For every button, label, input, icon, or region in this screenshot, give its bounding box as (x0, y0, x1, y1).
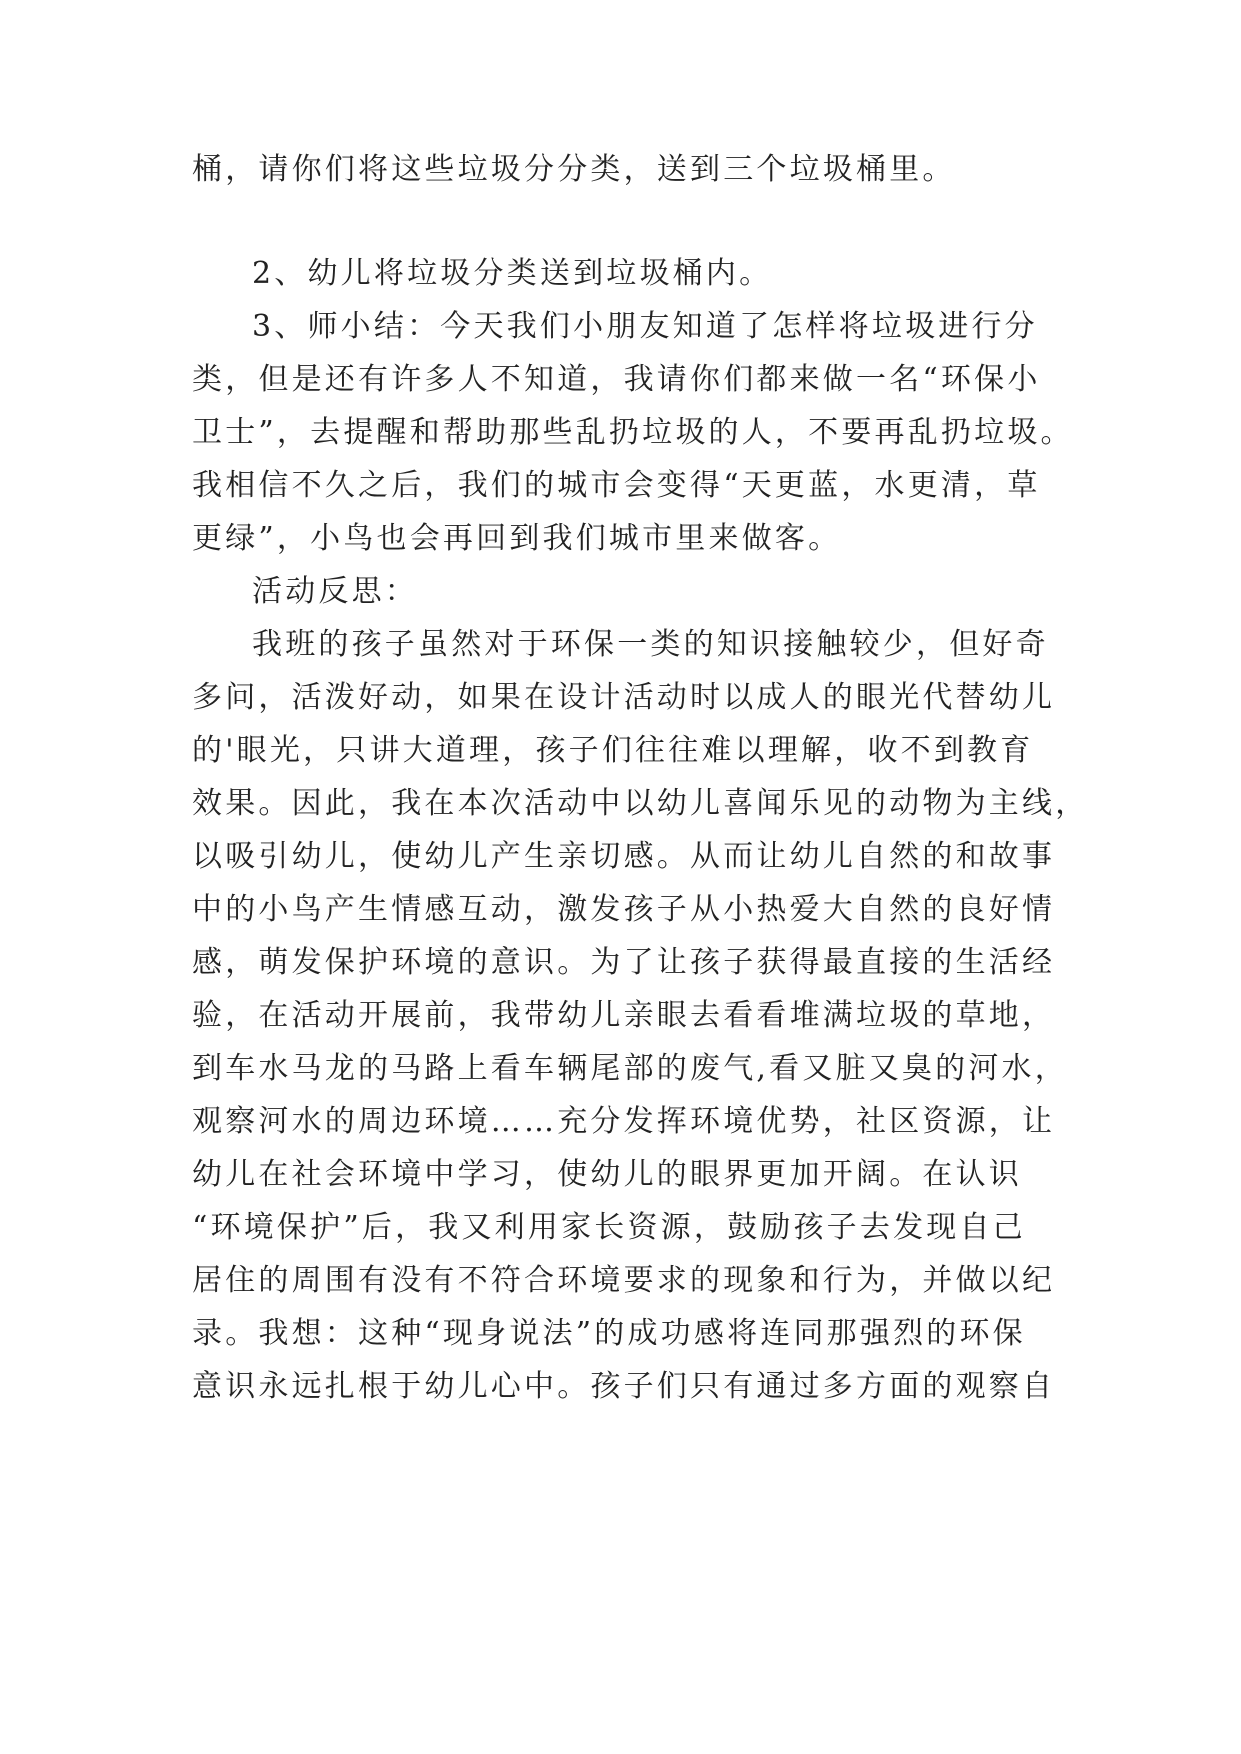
section-heading: 活动反思： (252, 574, 418, 609)
text-line: 多问，活泼好动，如果在设计活动时以成人的眼光代替幼儿 (192, 680, 1056, 715)
text-line: 中的小鸟产生情感互动，激发孩子从小热爱大自然的良好情 (192, 892, 1056, 927)
text-line: 类，但是还有许多人不知道，我请你们都来做一名“环保小 (192, 362, 1041, 397)
text-line: “环境保护”后，我又利用家长资源，鼓励孩子去发现自己 (192, 1210, 1026, 1245)
text-line: 卫士”，去提醒和帮助那些乱扔垃圾的人，不要再乱扔垃圾。 (192, 415, 1074, 450)
text-line: 意识永远扎根于幼儿心中。孩子们只有通过多方面的观察自 (192, 1369, 1056, 1404)
text-line: 我班的孩子虽然对于环保一类的知识接触较少，但好奇 (252, 627, 1049, 662)
text-line: 到车水马龙的马路上看车辆尾部的废气,看又脏又臭的河水， (192, 1051, 1068, 1086)
text-line: 录。我想：这种“现身说法”的成功感将连同那强烈的环保 (192, 1316, 1026, 1351)
text-line: 感，萌发保护环境的意识。为了让孩子获得最直接的生活经 (192, 945, 1056, 980)
text-line: 验，在活动开展前，我带幼儿亲眼去看看堆满垃圾的草地， (192, 998, 1056, 1033)
text-line: 幼儿在社会环境中学习，使幼儿的眼界更加开阔。在认识 (192, 1157, 1022, 1192)
text-line: 以吸引幼儿，使幼儿产生亲切感。从而让幼儿自然的和故事 (192, 839, 1056, 874)
text-line: 桶，请你们将这些垃圾分分类，送到三个垃圾桶里。 (192, 152, 956, 187)
text-line: 我相信不久之后，我们的城市会变得“天更蓝，水更清，草 (192, 468, 1041, 503)
text-line: 观察河水的周边环境……充分发挥环境优势，社区资源，让 (192, 1104, 1056, 1139)
text-line: 2、幼儿将垃圾分类送到垃圾桶内。 (252, 256, 773, 291)
text-line: 的'眼光，只讲大道理，孩子们往往难以理解，收不到教育 (192, 733, 1034, 768)
text-line: 3、师小结：今天我们小朋友知道了怎样将垃圾进行分 (252, 309, 1038, 344)
text-line: 更绿”，小鸟也会再回到我们城市里来做客。 (192, 521, 842, 556)
text-line: 居住的周围有没有不符合环境要求的现象和行为，并做以纪 (192, 1263, 1056, 1298)
text-line: 效果。因此，我在本次活动中以幼儿喜闻乐见的动物为主线， (192, 786, 1089, 821)
